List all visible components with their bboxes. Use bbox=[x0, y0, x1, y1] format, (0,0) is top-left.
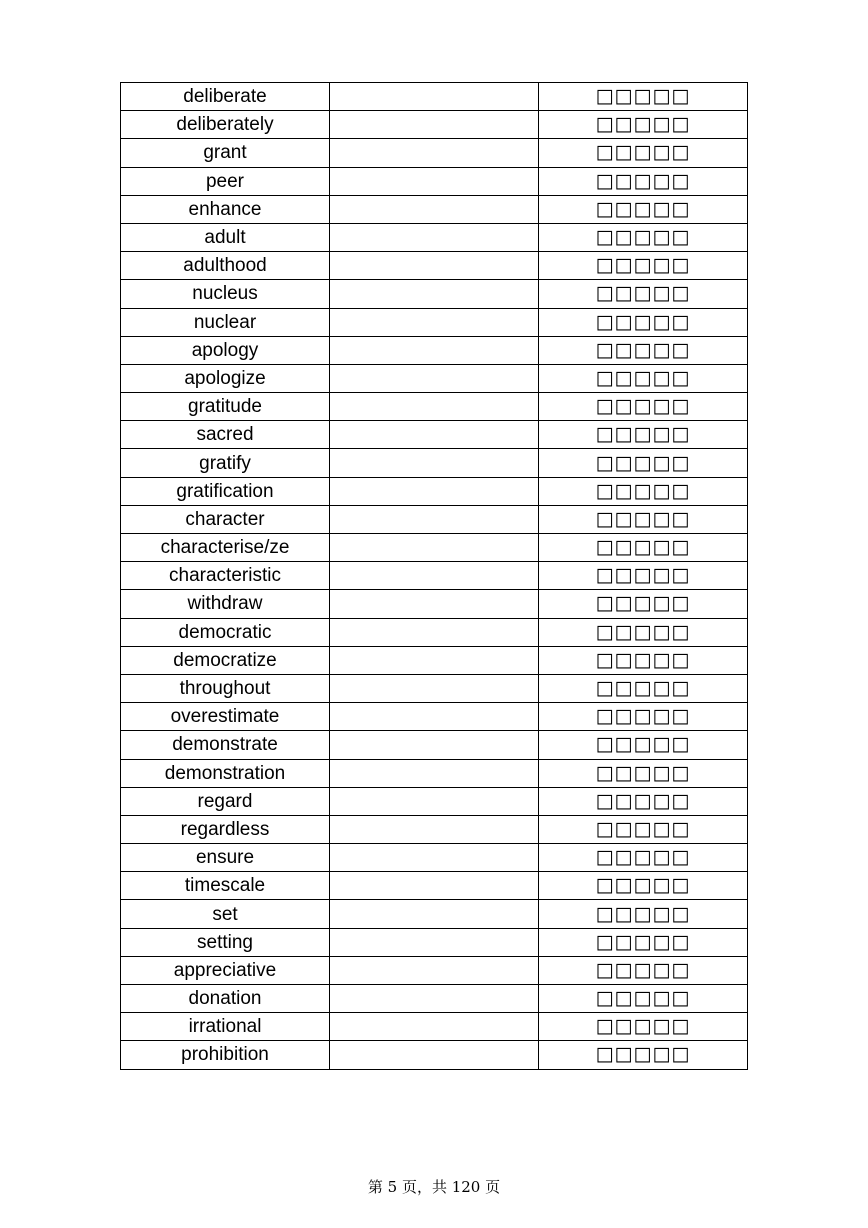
table-row bbox=[121, 364, 748, 392]
meaning-cell[interactable] bbox=[330, 703, 539, 731]
table-row bbox=[121, 815, 748, 843]
table-row bbox=[121, 139, 748, 167]
table-row bbox=[121, 1013, 748, 1041]
word-cell: deliberate bbox=[121, 83, 330, 111]
meaning-cell[interactable] bbox=[330, 844, 539, 872]
checkbox-cell[interactable]: □□□□□ bbox=[539, 83, 748, 111]
checkbox-cell[interactable]: □□□□□ bbox=[539, 1041, 748, 1069]
vocabulary-table-body bbox=[121, 83, 748, 1070]
checkbox-cell[interactable]: □□□□□ bbox=[539, 985, 748, 1013]
word-cell: throughout bbox=[121, 674, 330, 702]
checkbox-cell[interactable]: □□□□□ bbox=[539, 167, 748, 195]
table-row bbox=[121, 223, 748, 251]
word-cell: characteristic bbox=[121, 562, 330, 590]
word-cell: set bbox=[121, 900, 330, 928]
table-row bbox=[121, 83, 748, 111]
word-cell: apologize bbox=[121, 364, 330, 392]
checkbox-cell[interactable]: □□□□□ bbox=[539, 956, 748, 984]
word-cell: apology bbox=[121, 336, 330, 364]
checkbox-cell[interactable]: □□□□□ bbox=[539, 815, 748, 843]
meaning-cell[interactable] bbox=[330, 1013, 539, 1041]
table-row bbox=[121, 1041, 748, 1069]
meaning-cell[interactable] bbox=[330, 364, 539, 392]
word-cell: grant bbox=[121, 139, 330, 167]
checkbox-cell[interactable]: □□□□□ bbox=[539, 308, 748, 336]
table-row bbox=[121, 703, 748, 731]
table-row bbox=[121, 844, 748, 872]
checkbox-cell[interactable]: □□□□□ bbox=[539, 703, 748, 731]
table-row bbox=[121, 393, 748, 421]
table-row bbox=[121, 985, 748, 1013]
word-cell: peer bbox=[121, 167, 330, 195]
word-cell: adulthood bbox=[121, 252, 330, 280]
table-row bbox=[121, 167, 748, 195]
checkbox-cell[interactable]: □□□□□ bbox=[539, 872, 748, 900]
meaning-cell[interactable] bbox=[330, 477, 539, 505]
meaning-cell[interactable] bbox=[330, 252, 539, 280]
vocabulary-table bbox=[120, 82, 748, 1070]
table-row bbox=[121, 759, 748, 787]
meaning-cell[interactable] bbox=[330, 393, 539, 421]
word-cell: gratify bbox=[121, 449, 330, 477]
word-cell: regard bbox=[121, 787, 330, 815]
checkbox-cell[interactable]: □□□□□ bbox=[539, 111, 748, 139]
table-row bbox=[121, 956, 748, 984]
meaning-cell[interactable] bbox=[330, 759, 539, 787]
table-row bbox=[121, 252, 748, 280]
word-cell: deliberately bbox=[121, 111, 330, 139]
meaning-cell[interactable] bbox=[330, 421, 539, 449]
table-row bbox=[121, 618, 748, 646]
meaning-cell[interactable] bbox=[330, 223, 539, 251]
page-footer: 第 5 页，共 120 页 bbox=[367, 1178, 501, 1196]
checkbox-cell[interactable]: □□□□□ bbox=[539, 252, 748, 280]
word-cell: withdraw bbox=[121, 590, 330, 618]
checkbox-cell[interactable]: □□□□□ bbox=[539, 139, 748, 167]
checkbox-cell[interactable]: □□□□□ bbox=[539, 421, 748, 449]
meaning-cell[interactable] bbox=[330, 195, 539, 223]
checkbox-cell[interactable]: □□□□□ bbox=[539, 928, 748, 956]
meaning-cell[interactable] bbox=[330, 562, 539, 590]
word-cell: adult bbox=[121, 223, 330, 251]
word-cell: enhance bbox=[121, 195, 330, 223]
meaning-cell[interactable] bbox=[330, 646, 539, 674]
checkbox-cell[interactable]: □□□□□ bbox=[539, 477, 748, 505]
table-row bbox=[121, 928, 748, 956]
table-row bbox=[121, 477, 748, 505]
word-cell: democratic bbox=[121, 618, 330, 646]
word-cell: timescale bbox=[121, 872, 330, 900]
word-cell: sacred bbox=[121, 421, 330, 449]
meaning-cell[interactable] bbox=[330, 308, 539, 336]
word-cell: nucleus bbox=[121, 280, 330, 308]
meaning-cell[interactable] bbox=[330, 985, 539, 1013]
meaning-cell[interactable] bbox=[330, 83, 539, 111]
table-row bbox=[121, 787, 748, 815]
meaning-cell[interactable] bbox=[330, 139, 539, 167]
meaning-cell[interactable] bbox=[330, 449, 539, 477]
meaning-cell[interactable] bbox=[330, 336, 539, 364]
checkbox-cell[interactable]: □□□□□ bbox=[539, 1013, 748, 1041]
checkbox-cell[interactable]: □□□□□ bbox=[539, 449, 748, 477]
checkbox-cell[interactable]: □□□□□ bbox=[539, 646, 748, 674]
table-row bbox=[121, 534, 748, 562]
word-cell: appreciative bbox=[121, 956, 330, 984]
meaning-cell[interactable] bbox=[330, 590, 539, 618]
table-row bbox=[121, 646, 748, 674]
word-cell: nuclear bbox=[121, 308, 330, 336]
word-cell: demonstration bbox=[121, 759, 330, 787]
word-cell: gratitude bbox=[121, 393, 330, 421]
table-row bbox=[121, 562, 748, 590]
word-cell: gratification bbox=[121, 477, 330, 505]
word-cell: ensure bbox=[121, 844, 330, 872]
meaning-cell[interactable] bbox=[330, 731, 539, 759]
meaning-cell[interactable] bbox=[330, 815, 539, 843]
meaning-cell[interactable] bbox=[330, 928, 539, 956]
word-cell: regardless bbox=[121, 815, 330, 843]
meaning-cell[interactable] bbox=[330, 505, 539, 533]
word-cell: democratize bbox=[121, 646, 330, 674]
meaning-cell[interactable] bbox=[330, 956, 539, 984]
word-cell: characterise/ze bbox=[121, 534, 330, 562]
checkbox-cell[interactable]: □□□□□ bbox=[539, 223, 748, 251]
table-row bbox=[121, 731, 748, 759]
checkbox-cell[interactable]: □□□□□ bbox=[539, 759, 748, 787]
checkbox-cell[interactable]: □□□□□ bbox=[539, 674, 748, 702]
meaning-cell[interactable] bbox=[330, 900, 539, 928]
table-row bbox=[121, 111, 748, 139]
table-row bbox=[121, 505, 748, 533]
checkbox-cell[interactable]: □□□□□ bbox=[539, 844, 748, 872]
table-row bbox=[121, 336, 748, 364]
table-row bbox=[121, 280, 748, 308]
checkbox-cell[interactable]: □□□□□ bbox=[539, 336, 748, 364]
checkbox-cell[interactable]: □□□□□ bbox=[539, 618, 748, 646]
meaning-cell[interactable] bbox=[330, 618, 539, 646]
word-cell: prohibition bbox=[121, 1041, 330, 1069]
meaning-cell[interactable] bbox=[330, 280, 539, 308]
word-cell: irrational bbox=[121, 1013, 330, 1041]
table-row bbox=[121, 308, 748, 336]
checkbox-cell[interactable]: □□□□□ bbox=[539, 731, 748, 759]
table-row bbox=[121, 449, 748, 477]
meaning-cell[interactable] bbox=[330, 1041, 539, 1069]
checkbox-cell[interactable]: □□□□□ bbox=[539, 534, 748, 562]
word-cell: overestimate bbox=[121, 703, 330, 731]
meaning-cell[interactable] bbox=[330, 111, 539, 139]
word-cell: donation bbox=[121, 985, 330, 1013]
word-cell: demonstrate bbox=[121, 731, 330, 759]
meaning-cell[interactable] bbox=[330, 872, 539, 900]
table-row bbox=[121, 900, 748, 928]
table-row bbox=[121, 195, 748, 223]
checkbox-cell[interactable]: □□□□□ bbox=[539, 787, 748, 815]
checkbox-cell[interactable]: □□□□□ bbox=[539, 364, 748, 392]
checkbox-cell[interactable]: □□□□□ bbox=[539, 590, 748, 618]
checkbox-cell[interactable]: □□□□□ bbox=[539, 393, 748, 421]
table-row bbox=[121, 421, 748, 449]
checkbox-cell[interactable]: □□□□□ bbox=[539, 900, 748, 928]
meaning-cell[interactable] bbox=[330, 534, 539, 562]
checkbox-cell[interactable]: □□□□□ bbox=[539, 562, 748, 590]
word-cell: setting bbox=[121, 928, 330, 956]
table-row bbox=[121, 674, 748, 702]
word-cell: character bbox=[121, 505, 330, 533]
meaning-cell[interactable] bbox=[330, 167, 539, 195]
checkbox-cell[interactable]: □□□□□ bbox=[539, 505, 748, 533]
table-row bbox=[121, 590, 748, 618]
checkbox-cell[interactable]: □□□□□ bbox=[539, 195, 748, 223]
checkbox-cell[interactable]: □□□□□ bbox=[539, 280, 748, 308]
meaning-cell[interactable] bbox=[330, 787, 539, 815]
meaning-cell[interactable] bbox=[330, 674, 539, 702]
table-row bbox=[121, 872, 748, 900]
